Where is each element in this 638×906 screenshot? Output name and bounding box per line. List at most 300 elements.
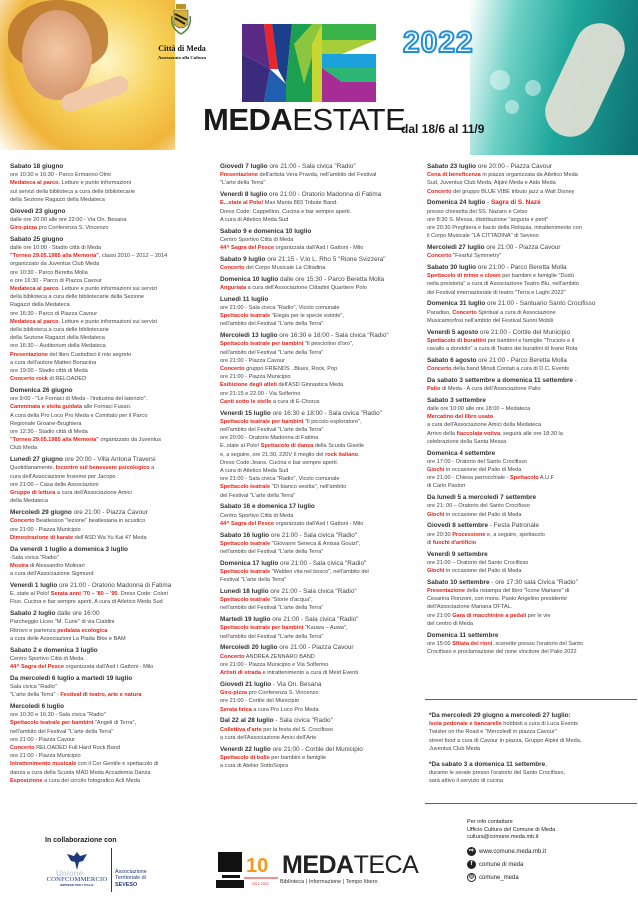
facebook-text[interactable]: comune di meda (479, 861, 524, 868)
contact-line: Per info contattare (467, 819, 513, 825)
event-line (10, 683, 215, 691)
event-text: A cura di Atletico Meda Sud (220, 468, 289, 475)
event-text: ore 16:30 e 18:00 - Sala civica "Radio" (277, 332, 389, 340)
event-text: in piazza organizzata da Atletico Meda (480, 172, 578, 179)
event-entry (220, 256, 425, 272)
me-logo (242, 24, 376, 102)
event-highlight: Concerto (427, 253, 452, 260)
event-line (220, 762, 425, 770)
event-text: ore 21:00 - Parco Beretta Molla (476, 264, 567, 272)
event-text: a cura dell'Associazione Cittadini Quartiere Polo (246, 285, 367, 292)
event-text: nell'ambito del Festival "L'arte della Terra" (220, 605, 324, 612)
event-line (10, 351, 215, 359)
event-line (427, 474, 637, 482)
event-highlight: Spettacolo teatrale (220, 313, 271, 320)
event-text: ore 21:15 e 22.00 - Via Solferino (220, 390, 301, 397)
event-text: ANDREA ZENNARO BAND (244, 653, 315, 660)
event-line (427, 421, 637, 429)
event-text: dalle ore 15:30 - Parco Beretta Molla (278, 275, 385, 283)
event-line (10, 285, 215, 293)
assoc-line: SEVESO (115, 881, 138, 888)
event-line (427, 511, 637, 519)
event-highlight: Spettacolo teatrale (220, 569, 271, 576)
event-text: della Sezione Ragazzi della Medateca (10, 196, 105, 203)
event-entry (429, 761, 637, 786)
event-text: Regionale Groane-Brughiera (10, 420, 82, 427)
event-text: di Carlo Pastori (427, 483, 466, 490)
event-heading (220, 616, 425, 624)
event-text: ore 21:00 - Sala civica "Radio", Vicolo comunale (220, 305, 340, 312)
event-date: Mercoledì 13 luglio (220, 332, 278, 340)
event-heading (220, 746, 425, 754)
event-entry (220, 503, 425, 528)
event-line (10, 627, 215, 635)
event-line (427, 188, 637, 196)
header-banner (0, 0, 638, 155)
event-highlight: Isola pedonale e bancarelle (429, 721, 502, 728)
event-text: ore 21:00 - Parco Beretta Molla (476, 356, 567, 364)
instagram-icon: ◎ (468, 874, 475, 880)
event-line (220, 669, 425, 677)
event-text: di RELOADED (47, 376, 87, 383)
event-text: . Dress Code: Colori (117, 591, 168, 598)
event-entry (427, 397, 637, 446)
event-date: Lunedì 11 luglio (220, 295, 269, 303)
event-text: ore 17:00 - Oratorio del Santo Crocifisso (427, 458, 528, 465)
event-heading (220, 276, 425, 284)
event-line (427, 224, 637, 232)
event-line (220, 467, 425, 475)
event-entry (427, 377, 637, 393)
event-date: Dal 22 al 28 luglio (220, 717, 274, 725)
events-column-3 (427, 163, 637, 660)
event-text: ore 21:00 - Sala civica "Radio", Vicolo comunale (220, 476, 340, 483)
event-line (220, 349, 425, 357)
event-highlight: Camminata e visita guidata (10, 404, 83, 411)
event-line (10, 428, 215, 436)
event-highlight: Spettacolo teatrale per bambini (10, 720, 94, 727)
event-heading (10, 703, 215, 711)
event-date: Giovedì 8 settembre (427, 522, 489, 530)
event-entry (427, 579, 637, 628)
event-highlight: Spettacolo teatrale (220, 540, 271, 547)
event-heading (220, 191, 425, 199)
event-text: - (485, 199, 491, 207)
event-heading (220, 532, 425, 540)
event-text: ore 21:00 - Sala civica "Radio" (278, 559, 367, 567)
event-line (429, 728, 637, 736)
event-line (220, 520, 425, 528)
event-line (10, 342, 215, 350)
event-line (10, 395, 215, 403)
event-line (10, 562, 215, 570)
event-date: Venerdì 22 luglio (220, 745, 271, 753)
event-date: Domenica 11 settembre (427, 631, 499, 639)
event-highlight: Spettacolo di danza (260, 443, 314, 450)
event-text: ore 21: 00 – Oratorio del Santo Crocifisso (427, 503, 530, 510)
event-line (10, 598, 215, 606)
instagram-link[interactable] (467, 873, 519, 882)
event-heading (220, 681, 425, 689)
event-text: pro Conferenza S. Vincenzo (37, 225, 109, 232)
event-date: Venerdì 15 luglio (220, 409, 271, 417)
event-text: Dress Code: Cappellino. Cucina e bar sempre aperti. (220, 208, 352, 215)
event-text: ore 15:00 (427, 640, 453, 647)
event-text: ore 21:00 - Piazza Cavour (220, 357, 285, 364)
event-heading (10, 582, 215, 590)
event-entry (10, 163, 215, 204)
event-line (427, 385, 637, 393)
girl-photo (0, 0, 175, 150)
event-line (220, 340, 425, 348)
event-highlight: Giro-pizza (10, 225, 38, 232)
event-line (427, 405, 637, 413)
event-text: e intrattenimento a cura di Meid Eventi (261, 670, 359, 677)
events-column-1 (10, 163, 215, 789)
event-text: ore 21:00 - Santuario Santo Crocifisso (485, 300, 596, 308)
event-entry (10, 456, 215, 505)
event-text: -Sala civica "Radio" (10, 554, 59, 561)
event-line (427, 216, 637, 224)
event-text: ore 21:00 - Piazza Cavour (71, 509, 148, 517)
event-highlight: Mostra (10, 562, 29, 569)
event-line (220, 661, 425, 669)
event-text: sarà attivo il servizio di cucina (429, 778, 503, 785)
event-heading (220, 228, 425, 236)
event-date: Sabato 3 settembre (427, 396, 486, 404)
event-entry (427, 199, 637, 240)
event-text: nell'ambito del Festival "L'arte della Terra" (220, 321, 324, 328)
event-heading (429, 761, 637, 769)
event-text: Arrivo della (427, 430, 457, 437)
website-link[interactable] (467, 847, 546, 856)
event-line (10, 420, 215, 428)
event-highlight: Concerto (427, 366, 452, 373)
event-heading (10, 387, 215, 395)
medateca-light: TECA (353, 851, 419, 879)
event-text: dalle ore 20:00 alle ore 22:00 - Via On. Besana (10, 216, 127, 223)
event-line (220, 357, 425, 365)
event-text: a cura delle Associazioni La Piada Bike e BAM (10, 635, 126, 642)
event-text: dell'Associazione Mariana OFTAL. (427, 604, 513, 611)
event-heading (220, 410, 425, 418)
event-highlight: Giochi (427, 511, 445, 518)
event-text: e ore 16:30 - Parco di Piazza Cavour (10, 277, 102, 284)
notes-box (425, 699, 637, 804)
contact-email[interactable]: cultura@comune.meda.mb.it (467, 834, 539, 841)
event-heading (427, 579, 637, 587)
event-entry (427, 450, 637, 491)
event-entry (10, 387, 215, 453)
event-entry (427, 264, 637, 297)
event-line (10, 497, 215, 505)
logo-divider (111, 848, 112, 892)
event-date: Sabato 10 settembre (427, 578, 490, 586)
event-line (427, 567, 637, 575)
event-text: Sud, Juventus Club Meda, Alpini Meda e Aido Meda (427, 180, 556, 187)
event-highlight: Concerto (220, 653, 245, 660)
event-line (10, 711, 215, 719)
event-text: ore 9:00 - "Le Fornaci di Meda - l'industria del laterizio". (10, 396, 148, 403)
medateca-anniversary: 10 (246, 855, 269, 877)
event-text: durante le serate presso l'oratorio del Santo Crocifisso, (429, 770, 566, 777)
event-line (427, 208, 637, 216)
event-line (220, 199, 425, 207)
event-line (220, 596, 425, 604)
assoc-line: Territoriale di (115, 875, 146, 882)
event-heading (427, 397, 637, 405)
event-text: a cura del circolo fotografico Acli Meda (42, 777, 140, 784)
event-text: organizzata dall'Asd I Gattoni - Milo (273, 245, 364, 252)
event-line (220, 365, 425, 373)
event-entry (10, 582, 215, 607)
event-text: Cesarina Ronzoni, con mons. Paolo Angelino presidente (427, 596, 567, 603)
event-line (220, 475, 425, 483)
event-line (10, 744, 215, 752)
event-line (10, 171, 215, 179)
event-highlight: 44^ Sagra del Pesce (220, 245, 274, 252)
event-heading (220, 163, 425, 171)
event-date: Sabato 9 luglio (220, 255, 266, 263)
event-text: ore 20:30 (427, 531, 453, 538)
department-name: Assessorato alla Cultura (158, 55, 206, 60)
event-date: Sabato 9 e domenica 10 luglio (220, 227, 312, 235)
event-text: "L'arte della Terra" - (10, 692, 61, 699)
event-date: Da mercoledì 6 luglio a martedì 19 luglio (10, 674, 133, 682)
event-highlight: Concerto (10, 744, 35, 751)
event-line (429, 720, 637, 728)
event-heading (10, 163, 215, 171)
event-line (220, 734, 425, 742)
event-heading (427, 494, 637, 502)
event-heading (220, 296, 425, 304)
event-text: ore 16:30 – Auditorium della Medateca (10, 343, 106, 350)
confcommercio-sub: IMPRESE PER L'ITALIA (60, 883, 94, 887)
event-line (10, 301, 215, 309)
event-highlight: Concerto (452, 309, 477, 316)
event-line (220, 179, 425, 187)
event-line (220, 451, 425, 459)
event-date: Domenica 17 luglio (220, 559, 279, 567)
event-line (10, 663, 215, 671)
event-text: Spiritual a cura di Associazione (476, 309, 556, 316)
event-heading (10, 675, 215, 683)
event-text: Centro Sportivo Città di Meda (220, 512, 294, 519)
event-line (427, 430, 637, 438)
medateca-logo-icon (216, 852, 280, 888)
event-text: Max Mania 883 Tribute Band. (263, 200, 338, 207)
event-text: presso chiesetta dei SS. Nazaro e Celso (427, 208, 528, 215)
event-text: Centro Sportivo Città di Meda (10, 655, 84, 662)
event-highlight: Presentazione (10, 351, 48, 358)
event-line (10, 436, 215, 444)
event-text: Musicamorfosi nell'ambito del Festival Suoni Mobili (427, 317, 554, 324)
event-highlight: Giro-pizza (220, 690, 248, 697)
event-text: ore 20:00 - Oratorio Madonna di Fatima (220, 435, 319, 442)
event-highlight: Serata anni '70 – '80 – '90 (50, 591, 118, 598)
event-line (427, 502, 637, 510)
event-text: del Festival "L'arte della Terra" (220, 492, 296, 499)
event-text: della Medateca (10, 498, 48, 505)
event-text: A cura di Atletico Meda Sud (220, 216, 289, 223)
event-text: Festival "L'arte della Terra" (220, 577, 287, 584)
event-line (427, 612, 637, 620)
event-text: il Corpo Musicale "LA CITTADINA" di Seveso (427, 233, 539, 240)
event-heading (220, 332, 425, 340)
event-entry (220, 532, 425, 557)
event-text: nell'ambito del Festival "L'arte della Terra" (220, 349, 324, 356)
event-date: Lunedì 27 giugno (10, 456, 63, 464)
event-line (427, 603, 637, 611)
event-line (427, 482, 637, 490)
event-text: Beatlesson "lezione" beatlesiana in acustico (34, 518, 146, 525)
event-text: pro Conferenza S. Vincenzo (247, 690, 319, 697)
event-text: ore 21:00 - Sala civica "Radio" (270, 616, 359, 624)
collaboration-label: In collaborazione con (45, 837, 117, 844)
event-line (427, 309, 637, 317)
event-date: Mercoledì 20 luglio (220, 644, 278, 652)
event-line (220, 492, 425, 500)
event-date: Lunedì 18 luglio (220, 588, 269, 596)
facebook-icon: f (467, 860, 476, 869)
event-line (427, 438, 637, 446)
globe-icon: ⇨ (468, 848, 475, 854)
event-date: Venerdì 1 luglio (10, 581, 58, 589)
brand-light: ESTATE (292, 102, 406, 137)
event-highlight: Artisti di strada (220, 670, 262, 677)
event-entry (220, 410, 425, 500)
event-text: Quotidianamente, (10, 465, 56, 472)
event-text: cura dell'Associazione Insieme per Jacopo (10, 473, 116, 480)
event-text: . Letture e punto informazioni sui servizi (58, 318, 158, 325)
event-text: ore 21:00 - Oratorio Madonna di Fatima (57, 581, 172, 589)
event-text: di (427, 539, 433, 546)
event-entry (10, 208, 215, 233)
event-line (220, 633, 425, 641)
medateca-wordmark (282, 852, 418, 878)
event-text: Fluo. Cucina e bar sempre aperti. A cura di Atletico Meda Sud (10, 599, 163, 606)
event-text: ore 21:15 - V.lo L. Rho 5 "Rione Svizzera" (265, 255, 386, 263)
event-text: in occasione del Palio di Meda (444, 511, 522, 518)
event-highlight: Collettiva d'arte (220, 726, 262, 733)
event-date: Domenica 24 luglio (427, 199, 486, 207)
event-highlight: Palio (427, 386, 441, 393)
event-line (220, 689, 425, 697)
event-line (429, 745, 637, 753)
event-line (10, 719, 215, 727)
event-date: *Da sabato 3 a domenica 11 settembre (429, 761, 546, 769)
event-line (10, 691, 215, 699)
event-date: Mercoledì 29 giugno (10, 509, 72, 517)
event-line (10, 444, 215, 452)
event-highlight: Spettacolo di burattini (427, 337, 487, 344)
event-text: del gruppo BLUE VIBE tributo jazz a Walt Disney (451, 188, 575, 195)
event-text: ore 21:00 - Cortile del Municipio (270, 745, 363, 753)
event-highlight: Medateca al parco (10, 180, 59, 187)
event-text: nell'ambito del Festival "L'arte della Terra" (220, 427, 324, 434)
event-heading (220, 560, 425, 568)
event-text: nell'ambito del Festival "L'arte della Terra" (220, 633, 324, 640)
event-highlight: Dimostrazione di karate (10, 534, 74, 541)
event-text: della biblioteca a cura delle bibliotecarie della Sezione (10, 294, 145, 301)
event-highlight: Concerto (10, 518, 35, 525)
event-highlight: Festival di teatro, arte e natura (60, 692, 142, 699)
event-date: Giovedì 23 giugno (10, 207, 66, 215)
event-text: per bambini e famiglie "Dudù (500, 273, 574, 280)
event-line (427, 171, 637, 179)
event-line (427, 595, 637, 603)
medateca-tagline: Biblioteca | Informazione | Tempo libero (280, 879, 378, 885)
event-date: Sabato 25 giugno (10, 235, 64, 243)
event-text: "Elegia per le specie estinte", (270, 313, 344, 320)
event-line (220, 426, 425, 434)
facebook-link[interactable] (467, 860, 523, 869)
event-heading (427, 357, 637, 365)
event-entry (427, 244, 637, 260)
event-entry (10, 546, 215, 579)
event-line (10, 736, 215, 744)
event-highlight: Spettacolo teatrale per bambini (220, 625, 304, 632)
event-entry (10, 236, 215, 384)
event-text: - (572, 376, 577, 384)
event-text: ore 21:00 - Piazza Cavour (484, 244, 561, 252)
event-entry (427, 329, 637, 354)
event-text: nell'ambito del Festival "L'arte della Terra" (10, 728, 114, 735)
event-line (427, 413, 637, 421)
event-highlight: Mercatino del libro usato (427, 414, 494, 421)
event-line (427, 531, 637, 539)
event-text: con il Cor Gentile e spettacolo di (76, 761, 159, 768)
event-text: ore 21:00 - Piazza Municipio (10, 753, 81, 760)
website-text[interactable]: www.comune.meda.mb.it (479, 848, 547, 855)
event-entry (10, 610, 215, 643)
event-line (10, 403, 215, 411)
event-text: , (545, 761, 547, 769)
instagram-text[interactable]: comune_meda (479, 874, 519, 881)
event-highlight: rock italiano (325, 451, 359, 458)
event-date: Sabato 16 e domenica 17 luglio (220, 503, 315, 511)
event-entry (220, 163, 425, 188)
confcommercio-watermark: Unione (56, 869, 84, 878)
event-dates: dal 18/6 al 11/9 (401, 122, 485, 136)
event-highlight: Sagra di S. Nazé (490, 199, 541, 207)
event-text: - Via On. Besana (271, 680, 322, 688)
event-text: nella preistoria" a cura di Associazione Teatro Blu, nell'ambito (427, 281, 579, 288)
event-text: "Walden vita nel bosco", nell'ambito del (270, 569, 369, 576)
event-text: di Meda - A cura dell'Associazione Palio (440, 386, 541, 393)
event-heading (427, 244, 637, 252)
event-text: A cura della Pro Loco Pro Meda e Comitato per il Parco (10, 412, 148, 419)
event-heading (427, 632, 637, 640)
event-entry (10, 703, 215, 785)
event-line (427, 345, 637, 353)
event-line (220, 244, 425, 252)
event-text: "L'arte della Terra" (220, 180, 266, 187)
event-text: a cura di E-Chorus (271, 398, 320, 405)
event-line (427, 587, 637, 595)
event-text: ore 10:30 e 16:30 - Sala civica "Radio" (10, 712, 106, 719)
event-heading (10, 509, 215, 517)
guitar-photo (470, 0, 638, 155)
event-entry (427, 632, 637, 657)
event-text: , seguirà alle ore 18:30 la (500, 430, 563, 437)
event-line (10, 655, 215, 663)
event-date: Sabato 2 e domenica 3 luglio (10, 646, 98, 654)
event-text: della biblioteca a cura delle bibliotecarie (10, 327, 109, 334)
event-text: "Di bianco vestita", nell'ambito (270, 484, 347, 491)
event-highlight: "Torneo 29.05.1985 alla Memoria" (10, 437, 99, 444)
event-heading (427, 300, 637, 308)
